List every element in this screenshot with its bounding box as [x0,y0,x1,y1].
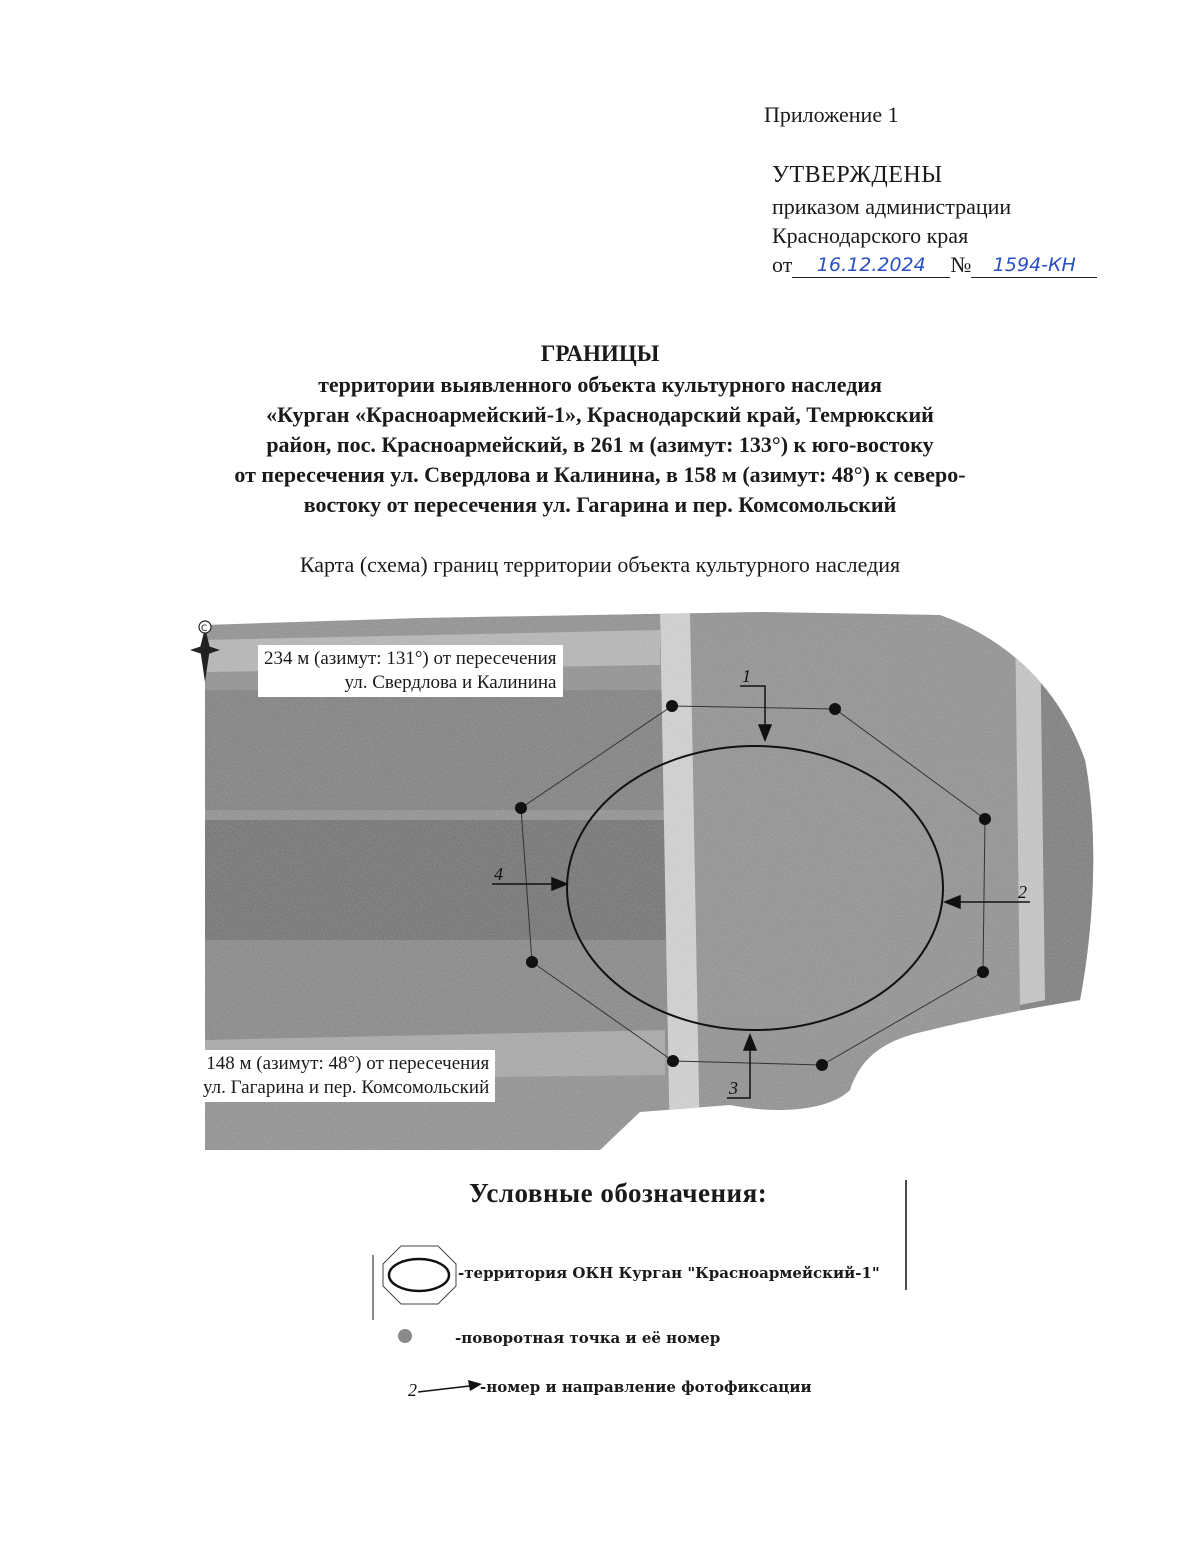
photo-point-1: 1 [742,666,751,686]
order-number: 1594-КН [971,253,1097,278]
photo-point-3: 3 [729,1078,738,1098]
callout-top-line-1: 234 м (азимут: 131°) от пересечения [264,648,557,669]
legend-title: Условные обозначения: [469,1178,768,1208]
turning-point [816,1059,828,1071]
photo-point-4: 4 [494,864,503,884]
turning-point [667,1055,679,1067]
legend-octagon-icon [383,1246,456,1304]
legend-arrow-icon [418,1380,482,1392]
approved-line-2: Краснодарского края [772,223,969,248]
callout-bottom-line-1: 148 м (азимут: 48°) от пересечения [206,1053,490,1074]
turning-point [977,966,989,978]
legend-point-icon [398,1329,412,1343]
approved-title: УТВЕРЖДЕНЫ [772,162,943,188]
number-prefix: № [950,252,972,277]
turning-point [829,703,841,715]
title-line-4: от пересечения ул. Свердлова и Калинина, в 158 м (азимут: 48°) к северо- [234,462,966,487]
title-line-5: востоку от пересечения ул. Гагарина и пер. Комсомольский [303,492,897,517]
approved-line-1: приказом администрации [772,194,1012,219]
legend-item-territory: -территория ОКН Курган "Красноармейский-1" [458,1264,880,1282]
title-line-2: «Курган «Красноармейский-1», Краснодарский край, Темрюкский [266,402,934,427]
legend-ellipse-icon [389,1259,449,1291]
map-caption: Карта (схема) границ территории объекта культурного наследия [299,552,901,577]
callout-top [258,645,563,697]
callout-top-line-2: ул. Свердлова и Калинина [344,672,557,693]
legend-item-photo-direction: -номер и направление фотофиксации [480,1378,812,1396]
legend-item-turning-point: -поворотная точка и её номер [455,1329,721,1347]
appendix-label: Приложение 1 [764,102,899,127]
photo-point-2: 2 [1018,882,1027,902]
document-title: ГРАНИЦЫ [540,341,660,366]
legend-arrow-label: 2 [408,1380,417,1400]
title-line-3: район, пос. Красноармейский, в 261 м (азимут: 133°) к юго-востоку [266,432,934,457]
order-date: 16.12.2024 [792,253,950,278]
north-label: С [201,624,208,634]
turning-point [526,956,538,968]
title-line-1: территории выявленного объекта культурного наследия [318,372,882,397]
turning-point [515,802,527,814]
callout-bottom-line-2: ул. Гагарина и пер. Комсомольский [203,1077,490,1098]
date-prefix: от [772,252,793,277]
callout-bottom [197,1050,495,1102]
turning-point [979,813,991,825]
turning-point [666,700,678,712]
